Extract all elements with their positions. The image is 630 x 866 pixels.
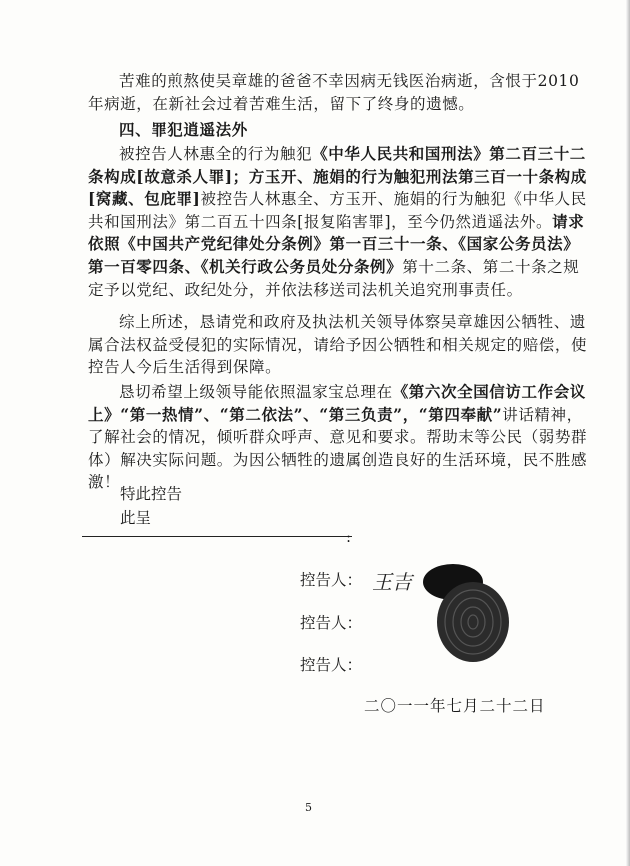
paragraph-hardship-text: 苦难的煎熬使吴章雄的爸爸不幸因病无钱医治病逝，含恨于2010年病逝，在新社会过着苦难生活，留下了终身的遗憾。 xyxy=(88,72,580,113)
complainant-label-3: 控告人： xyxy=(300,656,363,674)
recipient-blank-line xyxy=(82,536,352,537)
charges-part-c: 被控告人林惠全、方玉开、施娟的行为触犯《中华人民共和国刑法》第二百五十四条[报复陷害罪]，至今仍然逍遥法外。 xyxy=(88,190,587,231)
charges-part-d: 请求依照《中国共产党纪律处分条例》第一百三十一条、《国家公务员法》第一百零四条、《机关行政公务员处分条例》 xyxy=(88,211,585,276)
complainant-label-1: 控告人： xyxy=(300,571,363,589)
charges-part-b: 《中华人民共和国刑法》第二百三十二条构成[故意杀人罪]；方玉开、施娟的行为触犯刑法第三百一十条构成[窝藏、包庇罪] xyxy=(88,144,587,209)
closing-line-2: 此呈 xyxy=(120,509,152,527)
paragraph-summary-text: 综上所述，恳请党和政府及执法机关领导体察吴章雄因公牺牲、遗属合法权益受侵犯的实际情况，请给予因公牺牲和相关规定的赔偿，使控告人今后生活得到保障。 xyxy=(88,313,588,377)
charges-part-e: 第十二条、第二十条之规定予以党纪、政纪处分，并依法移送司法机关追究刑事责任。 xyxy=(88,257,580,299)
charges-part-a: 被控告人林惠全的行为触犯 xyxy=(119,145,313,163)
paragraph-charges-text xyxy=(88,143,588,301)
request-part-a: 恳切希望上级领导能依照温家宝总理在 xyxy=(119,383,393,401)
section-heading-4-text: 四、罪犯逍遥法外 xyxy=(119,120,248,139)
closing-line-1: 特此控告 xyxy=(120,485,183,503)
request-part-c: 讲话精神，了解社会的情况，倾听群众呼声、意见和要求。帮助末等公民（弱势群体）解决实际问题。为因公牺牲的遗属创造良好的生活环境，民不胜感激！ xyxy=(88,405,588,492)
paragraph-summary xyxy=(88,311,588,379)
paragraph-hardship xyxy=(88,70,588,115)
fingerprint-seal xyxy=(405,556,515,666)
scan-shadow-edge xyxy=(626,0,630,866)
document-date: 二〇一一年七月二十二日 xyxy=(364,697,546,715)
request-part-b: 《第六次全国信访工作会议上》“第一热情”、“第二依法”、“第三负责”，“第四奉献” xyxy=(88,382,586,424)
handwritten-signature: 王吉 xyxy=(372,570,412,594)
page-number: 5 xyxy=(305,801,312,814)
paragraph-request xyxy=(88,381,588,494)
paragraph-request-text xyxy=(88,381,588,494)
complainant-label-2: 控告人： xyxy=(300,614,363,632)
recipient-colon: : xyxy=(346,528,352,546)
paragraph-charges xyxy=(88,143,588,301)
section-heading-4 xyxy=(88,119,588,142)
